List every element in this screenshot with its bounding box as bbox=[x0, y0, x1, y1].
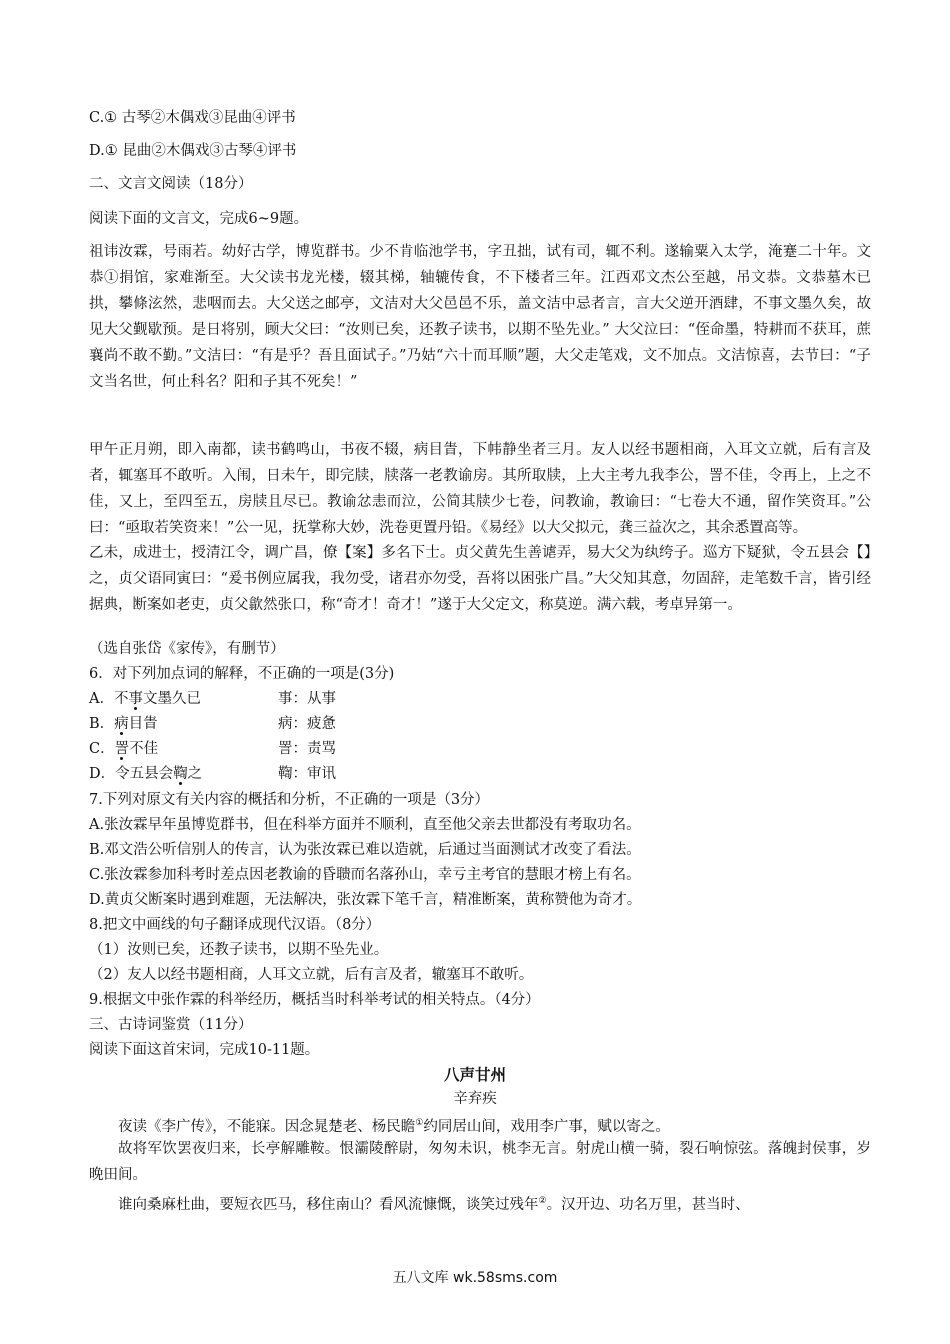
dotted-char: 事 bbox=[128, 691, 143, 707]
classical-paragraph-1: 祖讳汝霖，号雨若。幼好古学，博览群书。少不肯临池学书，字丑拙，试有司，辄不利。遂输粟入太学，淹蹇二十年。文恭①捐馆，家难渐至。大父读书龙光楼，辍其梯，轴辘传食，不下楼者三年。江西邓文杰公至越，吊文恭。文恭墓木已拱，攀條泫然，悲咽而去。大父送之邮亭，文洁对大父邑邑不乐，盖文洁中忌者言，言大父逆开酒肆，不事文墨久矣，故见大父觐歇预。是日将别，顾大父曰：“汝则已矣，还教子读书，以期不坠先业。” 大父泣曰：“侄命墨，特耕而不获耳，蔗襄尚不敢不勤。”文洁曰：“有是乎？吾且面试子。”乃姑“六十而耳顺”题，大父走笔戏，文不加点。文洁惊喜，去节曰：“子文当名世，何止科名？阳和子其不死矣！” bbox=[89, 244, 871, 390]
q8-stem: 8.把文中画线的句子翻译成现代汉语。（8分） bbox=[89, 917, 381, 933]
q7-option-b: B.邓文浩公听信别人的传言，认为张汝霖已难以造就，后通过当面测试才改变了看法。 bbox=[89, 842, 641, 858]
section2-instruction: 阅读下面的文言文，完成6~9题。 bbox=[89, 211, 309, 227]
classical-paragraph-2: 甲午正月朔，即入南都，读书鹤鸣山，书夜不辍，病目眚，下帏静坐者三月。友人以经书题相商，入耳文立就，后有言及者，辄塞耳不敢听。入闱，日未午，即完牍，牍落一老教谕房。其所取牍，上大主考九我李公，詈不佳，令再上，上之不佳，又上，至四至五，房牍且尽已。教谕忿恚而泣，公简其牍少七卷，问教谕，教谕曰：“七卷大不通，留作笑资耳。”公曰：“亟取若笑资来！”公一见，抚掌称大妙，洗卷更置丹铅。《易经》以大父拟元，龚三益次之，其余悉置高等。 bbox=[89, 442, 871, 536]
classical-paragraph-3: 乙未，成进士，授清江令，调广昌，僚【案】多名下士。贞父黄先生善谑弄，易大父为纨绔子。巡方下疑狱，令五县会【】之，贞父语同寅曰：“爰书例应属我，我勿受，诸君亦勿受，吾将以困张广昌。”大父知其意，勿固辞，走笔数千言，皆引经据典，断案如老吏，贞父歙然张口，称“奇才！奇才！”遂于大父定文，称莫逆。满六载，考卓异第一。 bbox=[89, 545, 871, 613]
q7-stem: 7.下列对原文有关内容的概括和分析，不正确的一项是（3分） bbox=[89, 792, 490, 808]
q7-option-d: D.黄贞父断案时遇到难题，无法解决，张汝霖下笔千言，精准断案，黄称赞他为奇才。 bbox=[89, 892, 642, 908]
dotted-char: 詈 bbox=[114, 741, 130, 757]
section3-heading: 三、古诗词鉴赏（11分） bbox=[89, 1017, 253, 1033]
section2-heading: 二、文言文阅读（18分） bbox=[89, 176, 253, 192]
poem-author: 辛弃疾 bbox=[453, 1091, 497, 1107]
poem-stanza-1: 故将军饮罢夜归来，长亭解雕鞍。恨灞陵醉尉，匆匆未识，桃李无言。射虎山横一骑，裂石响惊弦。落魄封侯事，岁晚田间。 bbox=[89, 1141, 871, 1183]
q6-gloss-c: 詈：责骂 bbox=[278, 741, 336, 757]
q6-gloss-b: 病：疲惫 bbox=[278, 716, 336, 732]
footer-watermark: 五八文库 wk.58sms.com bbox=[392, 1270, 558, 1286]
footnote-mark: ② bbox=[538, 1196, 547, 1206]
q6-option-b: B．病目眚 病：疲惫 bbox=[89, 711, 158, 737]
source-citation: （选自张岱《家传》，有删节） bbox=[89, 641, 285, 657]
q6-gloss-d: 鞫：审讯 bbox=[278, 766, 336, 782]
q5-option-d: D.① 昆曲②木偶戏③古琴④评书 bbox=[89, 143, 297, 159]
q7-option-c: C.张汝霖参加科考时差点因老教谕的昏聩而名落孙山，幸亏主考官的慧眼才榜上有名。 bbox=[89, 867, 641, 883]
q8-sentence-2: （2）友人以经书题相商，人耳文立就，后有言及者，辙塞耳不敢听。 bbox=[89, 967, 534, 983]
dotted-char: 鞫 bbox=[173, 766, 188, 782]
poem-title: 八声甘州 bbox=[443, 1066, 506, 1084]
poem-preface: 夜读《李广传》，不能寐。因念晁楚老、杨民瞻①约同居山间，戏用李广事，赋以寄之。 bbox=[118, 1118, 670, 1135]
q5-option-c: C.① 古琴②木偶戏③昆曲④评书 bbox=[89, 110, 296, 126]
q9-stem: 9.根据文中张作霖的科举经历，概括当时科举考试的相关特点。（4分） bbox=[89, 992, 540, 1008]
q6-option-a: A．不事文墨久已 事：从事 bbox=[89, 686, 201, 712]
q6-option-c: C．詈不佳 詈：责骂 bbox=[89, 736, 158, 762]
q6-gloss-a: 事：从事 bbox=[278, 691, 336, 707]
poem-stanza-2: 谁向桑麻杜曲，要短衣匹马，移住南山？看风流慷慨，谈笑过残年②。汉开边、功名万里，甚当时、 bbox=[118, 1196, 750, 1213]
dotted-char: 病 bbox=[114, 716, 129, 732]
q7-option-a: A.张汝霖早年虽博览群书，但在科举方面并不顺利，直至他父亲去世都没有考取功名。 bbox=[89, 817, 641, 833]
q6-stem: 6．对下列加点词的解释，不正确的一项是(3分) bbox=[89, 666, 395, 682]
q8-sentence-1: （1）汝则已矣，还教子读书，以期不坠先业。 bbox=[89, 942, 389, 958]
section3-instruction: 阅读下面这首宋词，完成10-11题。 bbox=[89, 1042, 320, 1058]
q6-option-d: D．令五县会鞫之 鞫：审讯 bbox=[89, 761, 202, 787]
footnote-mark: ① bbox=[415, 1118, 424, 1128]
